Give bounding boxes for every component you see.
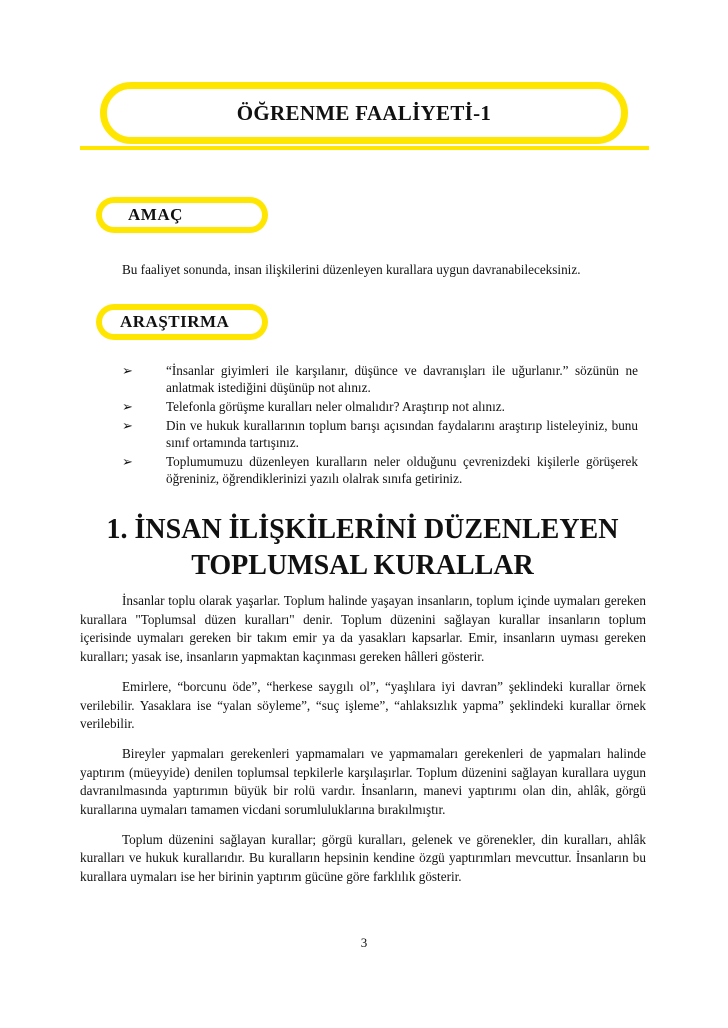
body-paragraph: Toplum düzenini sağlayan kurallar; görgü kuralları, gelenek ve görenekler, din kuralları, ahlâk kuralları ve hukuk kurallarıdır. Bu kuralların hepsinin kendine özgü yaptırımları mevcuttur. İnsanların bu kurallara uymaları ise her birinin yaptırım gücüne göre farklılık gösterir. [80,831,646,885]
arastirma-label: ARAŞTIRMA [120,312,230,331]
section-heading-line-1: 1. İNSAN İLİŞKİLERİNİ DÜZENLEYEN [106,514,619,545]
arrow-bullet-icon: ➢ [122,363,133,378]
list-item [122,398,638,415]
body-text [80,592,646,898]
amac-tab-cap [232,197,268,233]
activity-title-box [100,82,628,144]
arastirma-tab-cap [232,304,268,340]
activity-title: ÖĞRENME FAALİYETİ-1 [236,100,492,125]
list-item-text: Toplumumuzu düzenleyen kuralların neler olduğunu çevrenizdeki kişilerle görüşerek öğreniniz, öğrendiklerinizi yazılı olalrak sınıfa getiriniz. [166,454,638,486]
arrow-bullet-icon: ➢ [122,454,133,469]
title-underline [80,146,649,150]
list-item-text: “İnsanlar giyimleri ile karşılanır, düşünce ve davranışları ile uğurlanır.” sözünün ne anlatmak istediğini düşünüp not alınız. [166,363,638,395]
list-item-text: Din ve hukuk kurallarının toplum barışı açısından faydalarını araştırıp listeleyiniz, bunu sınıf ortamında tartışınız. [166,418,638,450]
body-paragraph: İnsanlar toplu olarak yaşarlar. Toplum halinde yaşayan insanların, toplum içinde uymaları gereken kurallara "Toplumsal düzen kuralları" denir. Toplum düzenini sağlayan kurallar insanların toplum içerisinde uymaları gereken bir takım emir ya da yasakları kapsarlar. Emir, insanların uyması gereken kuralları; yasak ise, insanların yapmaktan kaçınması gereken hâlleri gösterir. [80,593,646,665]
list-item [122,362,638,396]
amac-text: Bu faaliyet sonunda, insan ilişkilerini düzenleyen kurallara uygun davranabileceksiniz. [122,262,581,277]
body-paragraph: Emirlere, “borcunu öde”, “herkese saygılı ol”, “yaşlılara iyi davran” şeklindeki kurallar örnek verilebilir. Yasaklara ise “yalan söyleme”, “suç işleme”, “ahlaksızlık yapma” şeklindeki kurallar örnek verilebilir. [80,678,646,732]
page-number: 3 [360,935,368,950]
arrow-bullet-icon: ➢ [122,418,133,433]
list-item [122,453,638,487]
arrow-bullet-icon: ➢ [122,399,133,414]
list-item-text: Telefonla görüşme kuralları neler olmalıdır? Araştırıp not alınız. [166,399,505,414]
arastirma-list [122,362,638,489]
section-heading-line-2: TOPLUMSAL KURALLAR [191,550,534,581]
list-item [122,417,638,451]
section-heading [80,512,645,584]
amac-label: AMAÇ [128,205,183,224]
body-paragraph: Bireyler yapmaları gerekenleri yapmamaları ve yapmamaları gerekenleri de yapmaları halinde yaptırım (müeyyide) denilen toplumsal tepkilerle karşılaşırlar. Toplum düzenini sağlayan kurallara uygun davranılmasında yaptırımın büyük bir rolü vardır. İnsanların, manevi yaptırımı olan din, ahlâk, görgü kurallarına uymaları tamamen vicdani sorumluluklarına bırakılmıştır. [80,745,646,818]
